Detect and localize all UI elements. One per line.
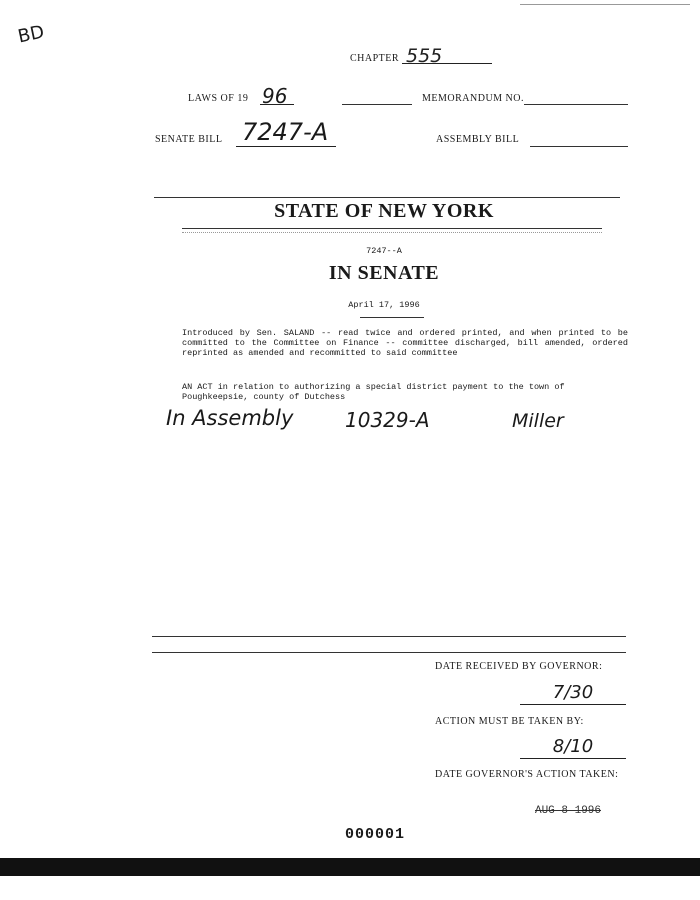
state-title-dots xyxy=(182,232,602,233)
senate-bill-value: 7247-A xyxy=(242,118,329,146)
chamber-title: IN SENATE xyxy=(328,262,440,284)
assembly-bill-label: ASSEMBLY BILL xyxy=(436,134,520,145)
received-label: DATE RECEIVED BY GOVERNOR: xyxy=(435,661,603,672)
page-number: 000001 xyxy=(345,826,406,843)
senate-bill-label: SENATE BILL xyxy=(155,134,223,145)
action-taken-stamp: AUG 8 1996 xyxy=(534,805,601,817)
laws-extra-line xyxy=(342,104,412,105)
assembly-number-note: 10329-A xyxy=(345,408,430,432)
lower-rule-2 xyxy=(152,652,626,653)
introduced-text: Introduced by Sen. SALAND -- read twice and ordered printed, and when printed to be committed to the Committee on Finance -- committee discharged, bill amended, ordered reprinted as amended and recommitted to said committee xyxy=(182,328,628,358)
laws-field xyxy=(260,84,294,108)
memo-label: MEMORANDUM NO. xyxy=(422,93,525,104)
bill-top-rule xyxy=(154,197,620,198)
laws-value: 96 xyxy=(262,84,288,108)
action-by-label: ACTION MUST BE TAKEN BY: xyxy=(435,716,584,727)
action-by-field xyxy=(520,736,626,759)
received-field xyxy=(520,682,626,705)
laws-label: LAWS OF 19 xyxy=(188,93,249,104)
state-title: STATE OF NEW YORK xyxy=(274,200,494,222)
act-title: AN ACT in relation to authorizing a special district payment to the town of Poughkeepsie, county of Dutchess xyxy=(182,382,565,402)
lower-rule-1 xyxy=(152,636,626,637)
bill-date: April 17, 1996 xyxy=(348,300,420,310)
senate-bill-field xyxy=(236,118,336,147)
received-value: 7/30 xyxy=(552,682,594,703)
chapter-field xyxy=(402,45,492,67)
top-rule xyxy=(520,4,690,5)
action-by-value: 8/10 xyxy=(552,736,594,757)
bill-date-rule xyxy=(360,317,424,318)
in-assembly-note: In Assembly xyxy=(166,406,294,430)
chapter-label: CHAPTER xyxy=(350,53,400,64)
state-title-rule xyxy=(182,228,602,229)
corner-initials: BD xyxy=(16,21,47,48)
memo-line xyxy=(524,104,628,105)
action-taken-field xyxy=(510,800,626,818)
bill-number: 7247--A xyxy=(366,246,402,256)
scan-bottom-band xyxy=(0,858,700,876)
chapter-value: 555 xyxy=(406,45,443,67)
assembly-bill-line xyxy=(530,146,628,147)
sponsor-note: Miller xyxy=(512,410,564,432)
action-taken-label: DATE GOVERNOR'S ACTION TAKEN: xyxy=(435,769,619,780)
